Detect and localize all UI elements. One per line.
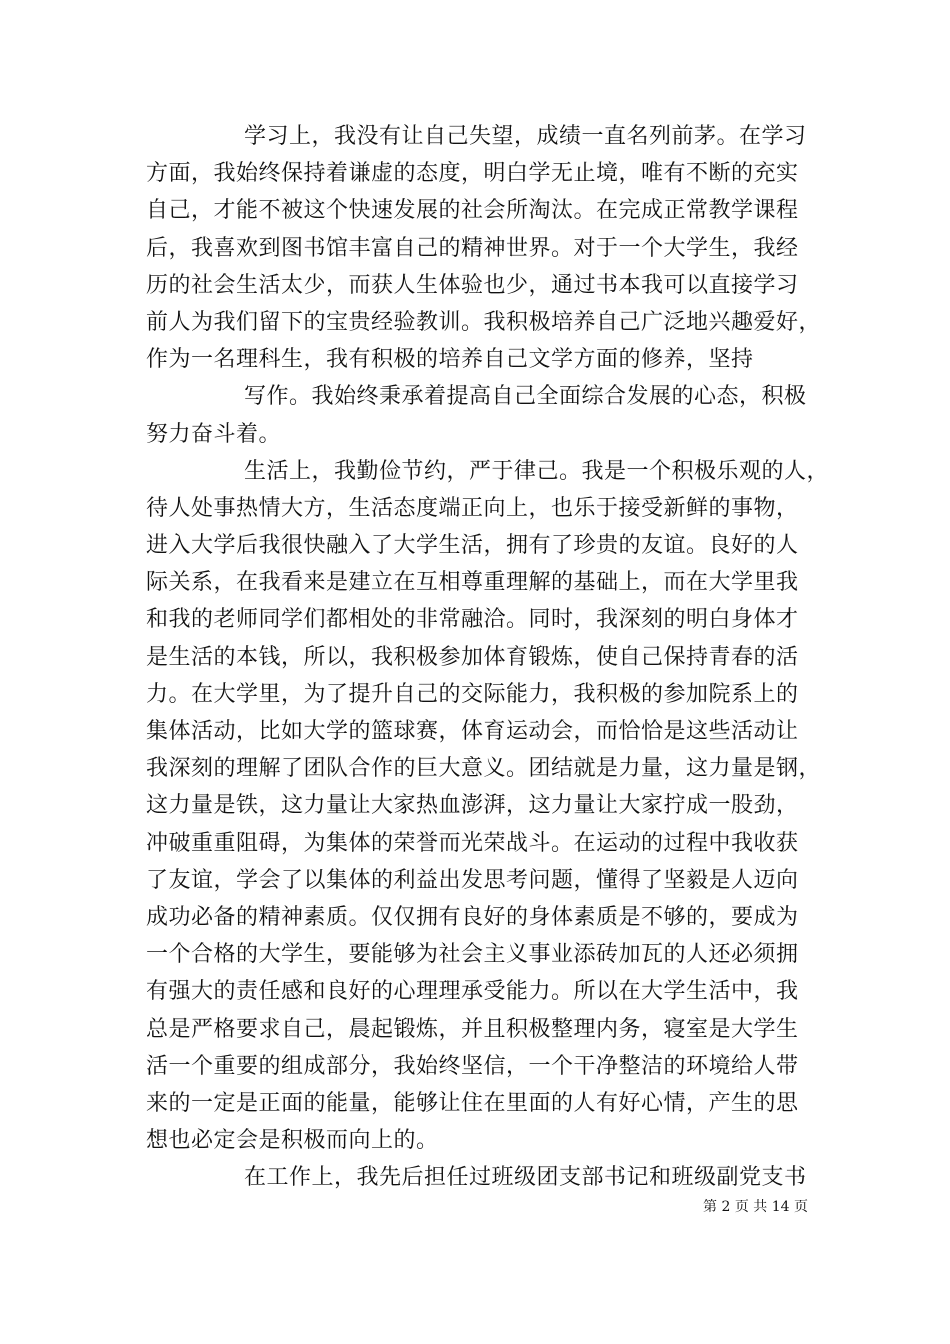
text-line: 际关系，在我看来是建立在互相尊重理解的基础上，而在大学里我 [146, 570, 799, 596]
text-line: 作为一名理科生，我有积极的培养自己文学方面的修养，坚持 [146, 347, 754, 373]
text-line: 写作。我始终秉承着提高自己全面综合发展的心态，积极 [244, 384, 807, 410]
text-line: 来的一定是正面的能量，能够让住在里面的人有好心情，产生的思 [146, 1090, 799, 1116]
text-line: 自己，才能不被这个快速发展的社会所淘汰。在完成正常教学课程 [146, 198, 799, 224]
text-line: 方面，我始终保持着谦虚的态度，明白学无止境，唯有不断的充实 [146, 161, 799, 187]
text-line: 历的社会生活太少，而获人生体验也少，通过书本我可以直接学习 [146, 272, 799, 298]
text-line: 集体活动，比如大学的篮球赛，体育运动会，而恰恰是这些活动让 [146, 719, 799, 744]
text-line: 一个合格的大学生，要能够为社会主义事业添砖加瓦的人还必须拥 [146, 942, 799, 968]
text-line: 努力奋斗着。 [146, 421, 282, 447]
text-line: 总是严格要求自己，晨起锻炼，并且积极整理内务，寝室是大学生 [146, 1016, 799, 1042]
page-number-footer: 第 2 页 共 14 页 [703, 1199, 808, 1215]
text-line: 想也必定会是积极而向上的。 [146, 1128, 439, 1154]
text-line: 学习上，我没有让自己失望，成绩一直名列前茅。在学习 [244, 124, 807, 149]
text-line: 这力量是铁，这力量让大家热血澎湃，这力量让大家拧成一股劲， [146, 793, 799, 819]
text-line: 前人为我们留下的宝贵经验教训。我积极培养自己广泛地兴趣爱好， [146, 309, 822, 335]
text-line: 了友谊，学会了以集体的利益出发思考问题，懂得了坚毅是人迈向 [146, 867, 799, 893]
text-line: 成功必备的精神素质。仅仅拥有良好的身体素质是不够的，要成为 [146, 904, 799, 930]
text-line: 是生活的本钱，所以，我积极参加体育锻炼，使自己保持青春的活 [146, 644, 799, 670]
text-line: 冲破重重阻碍，为集体的荣誉而光荣战斗。在运动的过程中我收获 [146, 830, 799, 856]
body-text [146, 118, 830, 1196]
text-line: 力。在大学里，为了提升自己的交际能力，我积极的参加院系上的 [146, 681, 799, 707]
text-line: 生活上，我勤俭节约，严于律己。我是一个积极乐观的人， [244, 458, 830, 484]
text-line: 有强大的责任感和良好的心理理承受能力。所以在大学生活中，我 [146, 979, 799, 1005]
text-line: 进入大学后我很快融入了大学生活，拥有了珍贵的友谊。良好的人 [146, 533, 799, 559]
text-line: 活一个重要的组成部分，我始终坚信，一个干净整洁的环境给人带 [146, 1053, 799, 1079]
text-line: 和我的老师同学们都相处的非常融洽。同时，我深刻的明白身体才 [146, 607, 799, 633]
text-line: 待人处事热情大方，生活态度端正向上，也乐于接受新鲜的事物， [146, 495, 799, 521]
text-line: 在工作上，我先后担任过班级团支部书记和班级副党支书 [244, 1165, 807, 1191]
text-line: 后，我喜欢到图书馆丰富自己的精神世界。对于一个大学生，我经 [146, 235, 799, 261]
text-line: 我深刻的理解了团队合作的巨大意义。团结就是力量，这力量是钢， [146, 756, 822, 782]
